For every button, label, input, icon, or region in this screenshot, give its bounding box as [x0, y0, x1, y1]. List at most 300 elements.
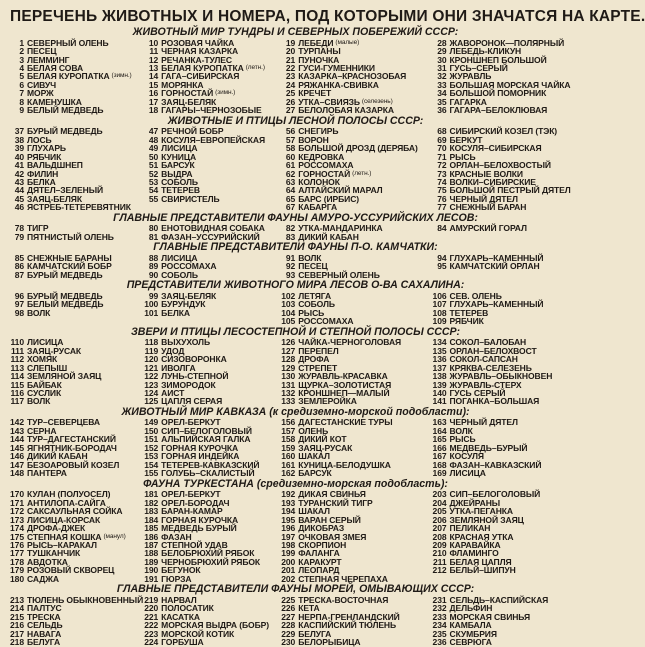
map-number: 135 — [432, 345, 447, 356]
animal-name: КАРАКУРТ — [298, 556, 342, 567]
animal-name: МОРСКАЯ СВИНЬЯ — [449, 611, 531, 622]
map-number: 131 — [281, 379, 296, 390]
map-number: 153 — [144, 451, 159, 462]
animal-name: БЕЛАЯ СОВА — [27, 62, 84, 73]
map-number: 226 — [281, 603, 296, 614]
map-number: 116 — [10, 387, 24, 398]
animal-name: ФИЛИН — [27, 168, 59, 179]
animal-name: ШАКАЛ — [298, 451, 330, 462]
map-number: 231 — [432, 594, 447, 605]
map-number: 189 — [144, 556, 159, 567]
animal-annotation: (манул) — [103, 532, 126, 540]
map-number: 23 — [285, 71, 296, 82]
map-number: 222 — [144, 620, 159, 631]
section-columns — [10, 338, 581, 406]
animal-name: АВДОТКА — [27, 556, 68, 567]
animal-name: КАБАРГА — [298, 202, 338, 213]
animal-name: ЯГНЯТНИК-БОРОДАЧ — [27, 442, 117, 453]
animal-name: ОРЕЛ-БЕРКУТ — [161, 489, 221, 500]
animal-name: ЛИСИЦА — [161, 252, 198, 263]
animal-name: ТУР–ДАГЕСТАНСКИЙ — [27, 434, 116, 445]
animal-name: ЖУРАВЛЬ-КРАСАВКА — [298, 371, 388, 382]
animal-name: СОБОЛЬ — [298, 299, 335, 310]
animal-name: ФАЗАН — [161, 531, 192, 542]
map-number: 44 — [14, 185, 24, 196]
map-number: 71 — [437, 151, 447, 162]
animal-name: СЕРНА — [27, 425, 57, 436]
map-number: 227 — [281, 611, 296, 622]
animal-name: КРАСНЫЕ ВОЛКИ — [449, 168, 523, 179]
animal-column — [144, 39, 281, 115]
map-number: 203 — [432, 489, 447, 500]
animal-name: КЕДРОВКА — [298, 151, 345, 162]
animal-name: ЛУНЬ-СТЕПНОЙ — [161, 371, 229, 382]
map-number: 31 — [437, 62, 447, 73]
animal-name: ЧЕРНЫЙ ДЯТЕЛ — [449, 417, 518, 428]
animal-name: СВИРИСТЕЛЬ — [161, 193, 220, 204]
animal-name: НЕРПА-ГРЕНЛАНДСКИЙ — [298, 611, 400, 622]
animal-name: БАРСУК — [298, 468, 332, 479]
animal-entry — [281, 203, 432, 211]
animal-name: ДИКОБРАЗ — [298, 523, 345, 534]
map-number: 123 — [144, 379, 159, 390]
animal-name: БЕЛУГА — [27, 637, 61, 647]
animal-name: ЛЕТЯГА — [298, 290, 332, 301]
animal-name: ГЮРЗА — [161, 573, 192, 584]
animal-name: КЕТА — [298, 603, 320, 614]
animal-name: УДОД — [161, 345, 185, 356]
animal-name: ПЕСЕЦ — [298, 261, 328, 272]
map-number: 132 — [281, 387, 296, 398]
map-number: 200 — [281, 556, 296, 567]
animal-entry — [10, 638, 144, 646]
animal-name: ЕНОТОВИДНАЯ СОБАКА — [161, 223, 265, 234]
animal-column — [10, 490, 144, 583]
animal-entry — [10, 575, 144, 583]
animal-name: ГОРНАЯ КУРОЧКА — [161, 514, 239, 525]
animal-name: ЧАЙКА-ЧЕРНОГОЛОВАЯ — [298, 337, 402, 348]
animal-name: СЛЕПЫШ — [27, 362, 68, 373]
animal-name: ГАГАРА–БЕЛОКЛЮВАЯ — [449, 105, 548, 116]
map-number: 183 — [144, 506, 159, 517]
animal-name: МЕДВЕДЬ–БУРЫЙ — [449, 442, 528, 453]
animal-name: СИЗОВОРОНКА — [161, 354, 227, 365]
map-number: 72 — [437, 160, 447, 171]
map-number: 62 — [285, 168, 296, 179]
animal-entry — [144, 195, 281, 203]
animal-name: ИВОЛГА — [161, 362, 196, 373]
map-number: 158 — [281, 434, 296, 445]
animal-name: ДЖЕЙРАНЫ — [449, 497, 501, 508]
animal-name: ПАНТЕРА — [27, 468, 67, 479]
map-number: 191 — [144, 573, 159, 584]
animal-name: ЖУРАВЛЬ–ОБЫКНОВЕН — [449, 371, 553, 382]
map-number: 170 — [10, 489, 24, 500]
animal-name: КАСПИЙСКИЙ ТЮЛЕНЬ — [298, 620, 397, 631]
map-number: 228 — [281, 620, 296, 631]
map-number: 29 — [437, 46, 447, 57]
animal-name: ТЕТЕРЕВ — [161, 185, 200, 196]
animal-name: БЕЛКА — [27, 176, 56, 187]
map-number: 122 — [144, 371, 159, 382]
map-number: 187 — [144, 539, 159, 550]
map-number: 64 — [285, 185, 296, 196]
animal-name: ВОЛКИ–СИБИРСКИЕ — [449, 176, 536, 187]
animal-entry — [10, 271, 144, 279]
animal-name: СЕВРЮГА — [449, 637, 492, 647]
map-number: 51 — [148, 160, 159, 171]
animal-name: РЫСЬ — [298, 307, 325, 318]
animal-name: ЦАПЛЯ СЕРАЯ — [161, 396, 223, 407]
map-number: 143 — [10, 425, 24, 436]
map-number: 160 — [281, 451, 296, 462]
animal-column — [144, 596, 281, 647]
map-number: 17 — [148, 96, 159, 107]
animal-name: РЫСЬ–КАРАКАЛ — [27, 539, 97, 550]
animal-name: ГЛУХАРЬ–КАМЕННЫЙ — [449, 299, 544, 310]
animal-name: БЕРКУТ — [449, 134, 483, 145]
map-number: 27 — [285, 105, 296, 116]
animal-entry — [433, 638, 581, 646]
map-number: 198 — [281, 539, 296, 550]
animal-name: ПУНОЧКА — [298, 54, 340, 65]
animal-column — [281, 338, 432, 406]
animal-name: ДРОФА-ДЖЕК — [27, 523, 86, 534]
animal-annotation: (летн.) — [352, 169, 372, 177]
animal-entry — [144, 271, 281, 279]
map-number: 50 — [148, 151, 159, 162]
animal-name: ЛОСЬ — [27, 134, 52, 145]
animal-name: БОЛЬШОЙ ПОМОРНИК — [449, 88, 547, 99]
map-number: 1 — [19, 37, 24, 48]
animal-name: ГОЛУБЬ–СКАЛИСТЫЙ — [161, 468, 255, 479]
animal-name: КРЯКВА-СЕЛЕЗЕНЬ — [449, 362, 532, 373]
animal-entry — [144, 309, 281, 317]
map-number: 8 — [19, 96, 24, 107]
section — [10, 242, 581, 279]
map-number: 15 — [148, 79, 159, 90]
map-number: 161 — [281, 459, 296, 470]
map-number: 12 — [148, 54, 159, 65]
map-number: 67 — [285, 202, 296, 213]
map-number: 177 — [10, 548, 24, 559]
animal-name: КОСУЛЯ — [449, 451, 484, 462]
map-number: 68 — [437, 126, 447, 137]
animal-name: РОССОМАХА — [161, 261, 217, 272]
map-number: 176 — [10, 539, 24, 550]
animal-name: МОРСКАЯ ВЫДРА (БОБР) — [161, 620, 269, 631]
map-number: 171 — [10, 497, 24, 508]
map-number: 154 — [144, 459, 159, 470]
section — [10, 584, 581, 646]
animal-entry — [433, 469, 581, 477]
animal-name: РЯБЧИК — [27, 151, 62, 162]
map-number: 204 — [432, 497, 447, 508]
map-number: 172 — [10, 506, 24, 517]
section-columns — [10, 39, 581, 115]
animal-name: УТКА-ПЕГАНКА — [449, 506, 513, 517]
map-number: 85 — [14, 252, 24, 263]
animal-name: КУНИЦА-БЕЛОДУШКА — [298, 459, 391, 470]
animal-name: СТЕПНАЯ КОШКА — [27, 531, 102, 542]
map-number: 75 — [437, 185, 447, 196]
animal-name: СНЕГИРЬ — [298, 126, 339, 137]
animal-column — [281, 596, 432, 647]
section — [10, 280, 581, 325]
animal-column — [10, 338, 144, 406]
animal-entry — [281, 317, 432, 325]
map-number: 144 — [10, 434, 24, 445]
animal-name: ЛЕБЕДИ — [298, 37, 334, 48]
map-number: 138 — [432, 371, 447, 382]
animal-name: БЕЛКА — [161, 307, 190, 318]
animal-name: ДИКИЙ КОТ — [298, 434, 347, 445]
map-number: 220 — [144, 603, 159, 614]
animal-name: БАЙБАК — [27, 379, 62, 390]
map-number: 91 — [285, 252, 296, 263]
animal-name: КРАСНАЯ УТКА — [449, 531, 514, 542]
animal-name: КАЗАРКА–КРАСНОЗОБАЯ — [298, 71, 407, 82]
map-number: 10 — [148, 37, 159, 48]
map-number: 175 — [10, 531, 24, 542]
animal-entry — [10, 309, 144, 317]
animal-entry — [10, 203, 144, 211]
map-number: 99 — [148, 290, 159, 301]
map-number: 18 — [148, 105, 159, 116]
animal-entry — [281, 469, 432, 477]
animal-annotation: (зимн.) — [215, 89, 236, 97]
map-number: 88 — [148, 252, 159, 263]
map-number: 185 — [144, 523, 159, 534]
animal-name: КАМЕНУШКА — [27, 96, 82, 107]
animal-column — [281, 127, 432, 212]
map-number: 115 — [10, 379, 24, 390]
map-number: 108 — [432, 307, 447, 318]
animal-name: КАСАТКА — [161, 611, 200, 622]
map-number: 232 — [432, 603, 447, 614]
map-number: 223 — [144, 628, 159, 639]
map-number: 5 — [19, 71, 24, 82]
animal-name: ФАЗАН–УССУРИЙСКИЙ — [161, 231, 260, 242]
animal-column — [433, 127, 581, 212]
section-title: ФАУНА ТУРКЕСТАНА (средиземно-морская подобласть): — [143, 477, 448, 490]
section — [10, 116, 581, 212]
map-number: 117 — [10, 396, 24, 407]
map-number: 113 — [10, 362, 24, 373]
animal-name: ЗАЯЦ-РУСАК — [27, 345, 82, 356]
animal-column — [10, 39, 144, 115]
section-columns — [10, 418, 581, 477]
map-number: 40 — [14, 151, 24, 162]
animal-name: ГУСИ-ГУМЕННИКИ — [298, 62, 375, 73]
animal-column — [10, 418, 144, 477]
map-number: 21 — [285, 54, 296, 65]
animal-name: ЛЕММИНГ — [27, 54, 70, 65]
map-number: 39 — [14, 143, 24, 154]
animal-name: СУСЛИК — [27, 387, 62, 398]
animal-column — [144, 127, 281, 212]
animal-entry — [281, 638, 432, 646]
animal-name: ТИГР — [27, 223, 49, 234]
map-number: 20 — [285, 46, 296, 57]
animal-name: СТРЕПЕТ — [298, 362, 338, 373]
map-number: 37 — [14, 126, 24, 137]
map-number: 180 — [10, 573, 24, 584]
map-number: 128 — [281, 354, 296, 365]
animal-name: СТЕПНАЯ ЧЕРЕПАХА — [298, 573, 388, 584]
animal-name: ЗЕМЛЯНОЙ ЗАЯЦ — [449, 514, 524, 525]
animal-name: ЗАЯЦ-РУСАК — [298, 442, 353, 453]
animal-entry — [10, 233, 144, 241]
animal-name: БАРС (ИРБИС) — [298, 193, 360, 204]
animal-name: ПАЛТУС — [27, 603, 62, 614]
map-number: 70 — [437, 143, 447, 154]
map-number: 97 — [14, 299, 24, 310]
animal-name: СЕВЕРНЫЙ ОЛЕНЬ — [27, 37, 109, 48]
animal-name: ПОГАНКА–БОЛЬШАЯ — [449, 396, 540, 407]
animal-name: ВАРАН СЕРЫЙ — [298, 514, 361, 525]
animal-entry — [433, 317, 581, 325]
map-number: 121 — [144, 362, 159, 373]
map-number: 173 — [10, 514, 24, 525]
animal-column — [433, 490, 581, 583]
animal-name: БЕЛОБРЮХИЙ РЯБОК — [161, 548, 255, 559]
map-number: 167 — [432, 451, 447, 462]
map-number: 103 — [281, 299, 296, 310]
section-columns — [10, 490, 581, 583]
animal-name: ЗАЯЦ-БЕЛЯК — [161, 96, 217, 107]
animal-name: БУРЫЙ МЕДВЕДЬ — [27, 126, 103, 137]
animal-name: БУРЫЙ МЕДВЕДЬ — [27, 269, 103, 280]
map-number: 101 — [144, 307, 159, 318]
map-number: 119 — [144, 345, 159, 356]
map-number: 216 — [10, 620, 24, 631]
animal-column — [10, 292, 144, 326]
map-number: 127 — [281, 345, 296, 356]
map-number: 92 — [285, 261, 296, 272]
animal-entry — [281, 575, 432, 583]
map-number: 118 — [144, 337, 159, 348]
map-number: 206 — [432, 514, 447, 525]
map-number: 35 — [437, 96, 447, 107]
animal-name: ГОРНОСТАЙ — [298, 168, 351, 179]
animal-name: НАРВАЛ — [161, 594, 197, 605]
section-columns — [10, 254, 581, 279]
animal-name: ЛИСИЦА — [161, 143, 198, 154]
animal-name: ОЛЕНЬ — [298, 425, 329, 436]
animal-name: СНЕЖНЫЙ БАРАН — [449, 202, 527, 213]
map-number: 14 — [148, 71, 159, 82]
map-number: 2 — [19, 46, 24, 57]
map-number: 190 — [144, 565, 159, 576]
animal-name: БЕЛЫЙ МЕДВЕДЬ — [27, 299, 104, 310]
page-title: ПЕРЕЧЕНЬ ЖИВОТНЫХ И НОМЕРА, ПОД КОТОРЫМИ ОНИ ЗНАЧАТСЯ НА КАРТЕ. — [10, 8, 645, 25]
animal-name: ОРЛАН–БЕЛОХВОСТЫЙ — [449, 160, 551, 171]
animal-name: КРОНШНЕП—МАЛЫЙ — [298, 387, 390, 398]
map-number: 205 — [432, 506, 447, 517]
section-columns — [10, 224, 581, 241]
animal-column — [10, 224, 144, 241]
map-number: 140 — [432, 387, 447, 398]
animal-name: ШАКАЛ — [298, 506, 330, 517]
animal-name: БЕЛАЯ КУРОПАТКА — [161, 62, 244, 73]
animal-name: ЗАЯЦ-БЕЛЯК — [161, 290, 217, 301]
animal-name: РОЗОВАЯ ЧАЙКА — [161, 37, 235, 48]
animal-name: РЕЧАНКА-ТУЛЕС — [161, 54, 232, 65]
map-number: 207 — [432, 523, 447, 534]
map-number: 213 — [10, 594, 24, 605]
animal-name: РЯЖАНКА-СВИВКА — [298, 79, 379, 90]
map-number: 89 — [148, 261, 159, 272]
animal-name: БЕЗОАРОВЫЙ КОЗЕЛ — [27, 459, 120, 470]
animal-name: АНТИЛОПА-САЙГА — [27, 497, 106, 508]
map-number: 168 — [432, 459, 447, 470]
map-number: 83 — [285, 231, 296, 242]
animal-name: КАМЧАТСКИЙ БОБР — [27, 261, 112, 272]
map-number: 221 — [144, 611, 159, 622]
map-number: 225 — [281, 594, 296, 605]
animal-name: СИП–БЕЛОГОЛОВЫЙ — [449, 489, 541, 500]
animal-entry — [144, 397, 281, 405]
map-number: 152 — [144, 442, 159, 453]
map-number: 56 — [285, 126, 296, 137]
animal-name: ПЯТНИСТЫЙ ОЛЕНЬ — [27, 231, 114, 242]
map-number: 74 — [437, 176, 447, 187]
section-columns — [10, 596, 581, 647]
map-number: 54 — [148, 185, 159, 196]
map-number: 169 — [432, 468, 447, 479]
animal-name: КАМЧАТСКИЙ ОРЛАН — [449, 261, 540, 272]
map-number: 133 — [281, 396, 296, 407]
map-number: 130 — [281, 371, 296, 382]
section — [10, 213, 581, 242]
map-number: 111 — [10, 345, 24, 356]
animal-name: АЛЬПИЙСКАЯ ГАЛКА — [161, 434, 251, 445]
animal-name: ДИКИЙ КАБАН — [298, 231, 359, 242]
map-number: 49 — [148, 143, 159, 154]
animal-name: БОЛЬШОЙ ПЕСТРЫЙ ДЯТЕЛ — [449, 185, 571, 196]
map-number: 166 — [432, 442, 447, 453]
animal-name: АИСТ — [161, 387, 185, 398]
map-number: 34 — [437, 88, 447, 99]
map-number: 202 — [281, 573, 296, 584]
map-number: 114 — [10, 371, 24, 382]
animal-entry — [281, 233, 432, 241]
map-number: 77 — [437, 202, 447, 213]
animal-entry — [144, 233, 281, 241]
animal-name: ГАГАРКА — [449, 96, 487, 107]
animal-name: ВОЛК — [449, 425, 473, 436]
map-number: 30 — [437, 54, 447, 65]
map-number: 4 — [19, 62, 24, 73]
map-number: 181 — [144, 489, 159, 500]
map-number: 155 — [144, 468, 159, 479]
animal-name: ДИКАЯ СВИНЬЯ — [298, 489, 366, 500]
map-number: 125 — [144, 396, 159, 407]
animal-entry — [433, 203, 581, 211]
map-number: 43 — [14, 176, 24, 187]
animal-entry — [10, 469, 144, 477]
map-number: 112 — [10, 354, 24, 365]
animal-entry — [281, 271, 432, 279]
map-number: 102 — [281, 290, 296, 301]
map-number: 98 — [14, 307, 24, 318]
animal-name: КРОНШНЕП БОЛЬШОЙ — [449, 54, 547, 65]
map-number: 219 — [144, 594, 159, 605]
animal-entry — [433, 106, 581, 114]
animal-name: БАРАН-КАМАР — [161, 506, 223, 517]
animal-name: СКОРПИОН — [298, 539, 347, 550]
